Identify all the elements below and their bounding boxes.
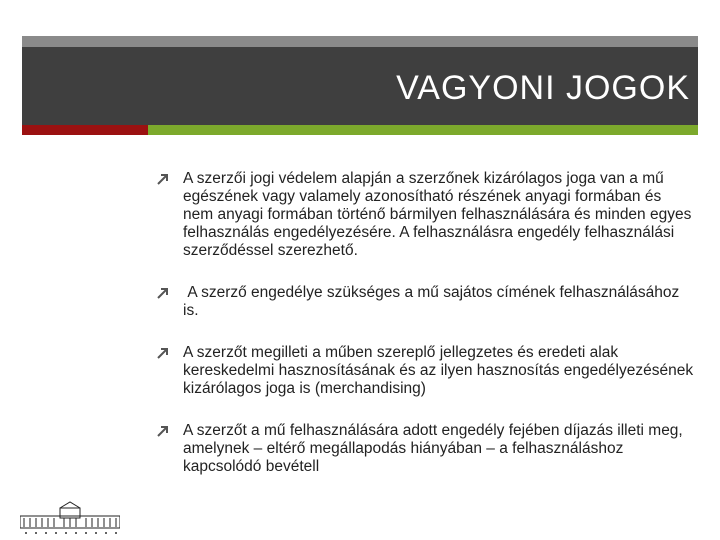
accent-bar-left <box>22 125 148 135</box>
up-right-arrow-icon <box>155 345 171 361</box>
title-banner <box>22 47 698 125</box>
slide-title: VAGYONI JOGOK <box>396 69 690 107</box>
bullet-text: A szerzői jogi védelem alapján a szerzőnek kizárólagos joga van a mű egészének vagy valamely azonosítható részének anyagi formában és nem anyagi formában történő bármilyen felhasználására és minden egyes felhasználás engedélyezésére. A felhasználásra engedély felhasználási szerződéssel szerezhető. <box>183 170 692 259</box>
up-right-arrow-icon <box>155 285 171 301</box>
bullet-item <box>155 170 695 260</box>
bullet-text: A szerzőt a mű felhasználására adott engedély fejében díjazás illeti meg, amelynek – eltérő megállapodás hiányában – a felhasználáshoz kapcsolódó bevétell <box>183 422 683 475</box>
bullet-item <box>155 344 695 398</box>
bullet-text: A szerzőt megilleti a műben szereplő jellegzetes és eredeti alak kereskedelmi hasznosításának és az ilyen hasznosítás engedélyezésének kizárólagos joga is (merchandising) <box>183 344 694 397</box>
up-right-arrow-icon <box>155 171 171 187</box>
accent-bar-right <box>148 125 698 135</box>
bullet-text: A szerző engedélye szükséges a mű sajátos címének felhasználásához is. <box>183 284 684 319</box>
header-top-line <box>22 36 698 47</box>
bullet-list <box>155 170 695 500</box>
university-building-logo <box>20 500 120 536</box>
up-right-arrow-icon <box>155 423 171 439</box>
bullet-item <box>155 284 695 320</box>
bullet-item <box>155 422 695 476</box>
